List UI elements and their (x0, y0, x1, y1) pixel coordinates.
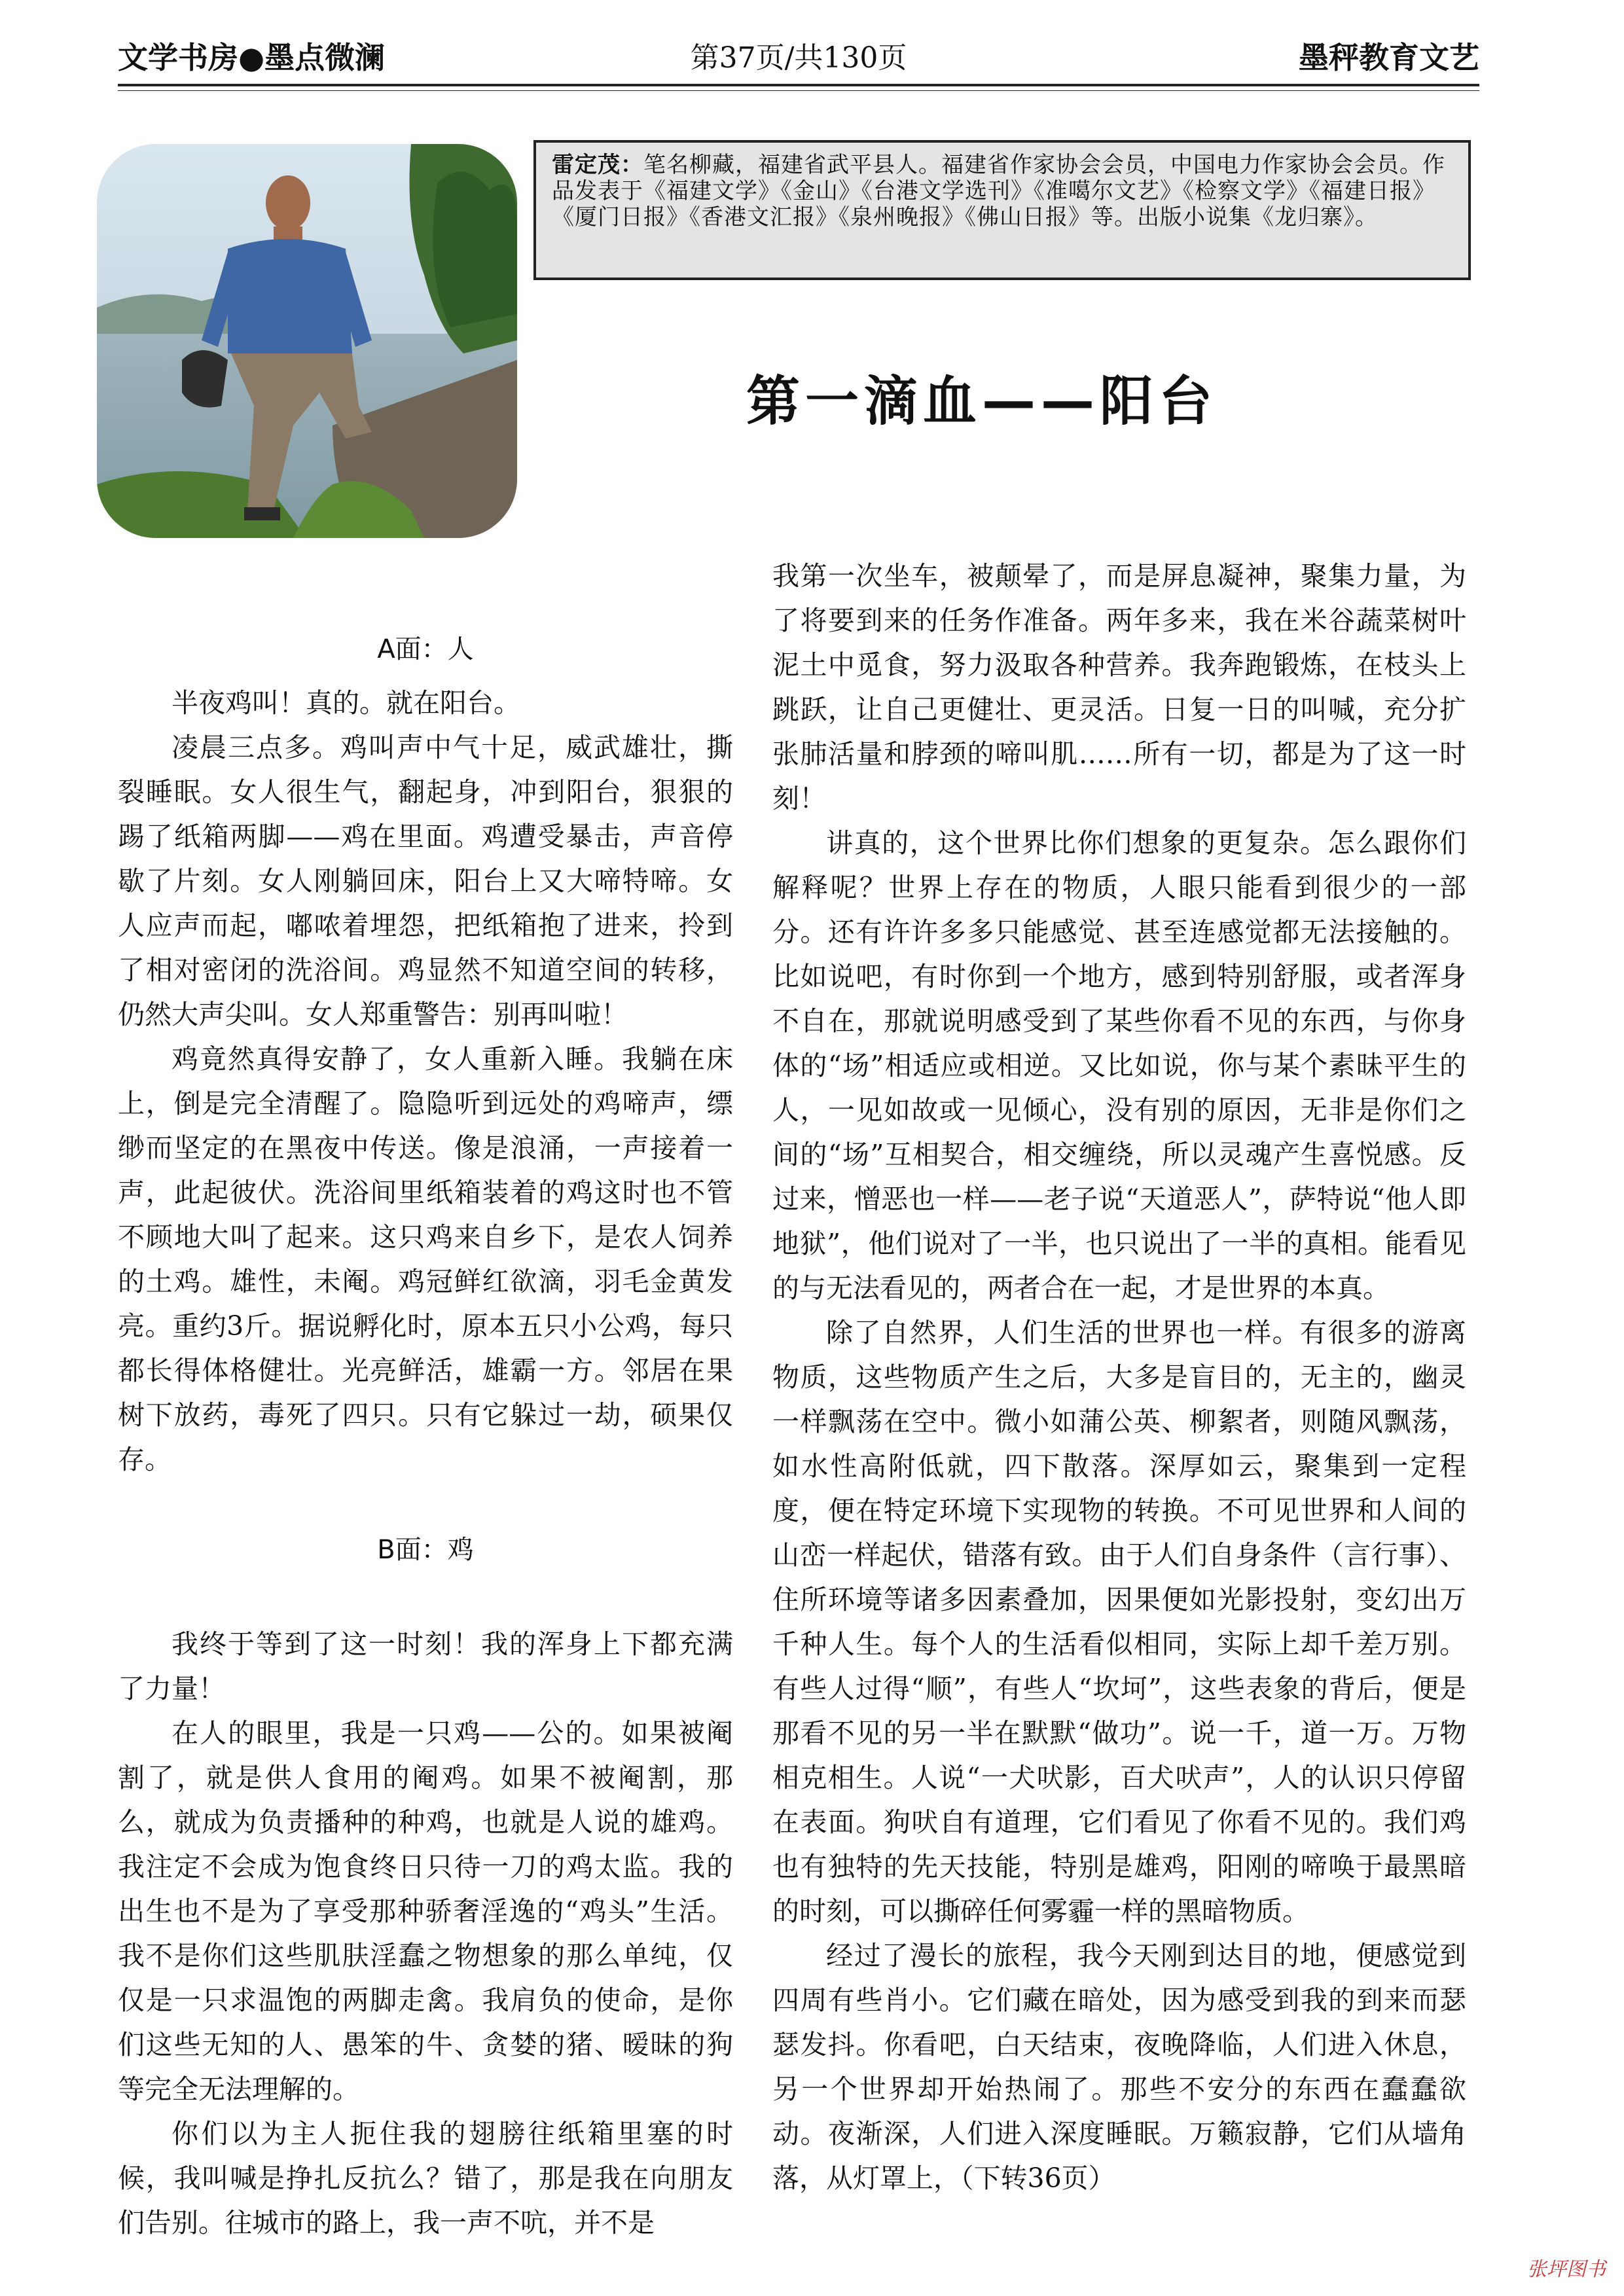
section-b-continued (772, 554, 1466, 2200)
paragraph: 除了自然界，人们生活的世界也一样。有很多的游离物质，这些物质产生之后，大多是盲目的，无主的，幽灵一样飘荡在空中。微小如蒲公英、柳絮者，则随风飘荡，如水性高附低就，四下散落。深厚如云，聚集到一定程度，便在特定环境下实现物的转换。不可见世界和人间的山峦一样起伏，错落有致。由于人们自身条件（言行事）、住所环境等诸多因素叠加，因果便如光影投射，变幻出万千种人生。每个人的生活看似相同，实际上却千差万别。有些人过得“顺”，有些人“坎坷”，这些表象的背后，便是那看不见的另一半在默默“做功”。说一千，道一万。万物相克相生。人说“一犬吠影，百犬吠声”，人的认识只停留在表面。狗吠自有道理，它们看见了你看不见的。我们鸡也有独特的先天技能，特别是雄鸡，阳刚的啼唤于最黑暗的时刻，可以撕碎任何雾霾一样的黑暗物质。 (772, 1317, 1466, 1927)
author-photo (97, 144, 517, 538)
publication-name: 墨秤教育文艺 (1299, 40, 1479, 75)
page-number: 第37页/共130页 (690, 41, 907, 75)
paragraph: 经过了漫长的旅程，我今天刚到达目的地，便感觉到四周有些肖小。它们藏在暗处，因为感受到我的到来而瑟瑟发抖。你看吧，白天结束，夜晚降临，人们进入休息，另一个世界却开始热闹了。那些不安分的东西在蠢蠢欲动。夜渐深，人们进入深度睡眠。万籁寂静，它们从墙角落，从灯罩上，（下转36页） (772, 1940, 1466, 2194)
article-title: 第一滴血——阳台 (746, 370, 1218, 433)
header-rule-thick (118, 84, 1479, 86)
page-header (118, 26, 1479, 98)
author-bio-text: 笔名柳藏，福建省武平县人。福建省作家协会会员，中国电力作家协会会员。作品发表于《福建文学》《金山》《台港文学选刊》《准噶尔文艺》《检察文学》《福建日报》《厦门日报》《香港文汇报》《泉州晚报》《佛山日报》等。出版小说集《龙归寨》。 (552, 152, 1445, 230)
header-rule-thin (118, 90, 1479, 91)
paragraph: 半夜鸡叫！真的。就在阳台。 (171, 687, 520, 719)
publisher-seal: 张坪图书 (1527, 2258, 1606, 2281)
paragraph: 我第一次坐车，被颠晕了，而是屏息凝神，聚集力量，为了将要到来的任务作准备。两年多来，我在米谷蔬菜树叶泥土中觅食，努力汲取各种营养。我奔跑锻炼，在枝头上跳跃，让自己更健壮、更灵活。日复一日的叫喊，充分扩张肺活量和脖颈的啼叫肌……所有一切，都是为了这一时刻！ (772, 560, 1466, 814)
section-a-heading: A面：人 (377, 634, 474, 664)
paragraph: 凌晨三点多。鸡叫声中气十足，威武雄壮，撕裂睡眠。女人很生气，翻起身，冲到阳台，狠狠的踢了纸箱两脚——鸡在里面。鸡遭受暴击，声音停歇了片刻。女人刚躺回床，阳台上又大啼特啼。女人应声而起，嘟哝着埋怨，把纸箱抱了进来，拎到了相对密闭的洗浴间。鸡显然不知道空间的转移，仍然大声尖叫。女人郑重警告：别再叫啦！ (118, 732, 733, 1030)
section-a-body (118, 681, 733, 1482)
column-name: 文学书房●墨点微澜 (118, 40, 386, 75)
paragraph: 在人的眼里，我是一只鸡——公的。如果被阉割了，就是供人食用的阉鸡。如果不被阉割，那么，就成为负责播种的种鸡，也就是人说的雄鸡。我注定不会成为饱食终日只待一刀的鸡太监。我的出生也不是为了享受那种骄奢淫逸的“鸡头”生活。我不是你们这些肌肤淫蠢之物想象的那么单纯，仅仅是一只求温饱的两脚走禽。我肩负的使命，是你们这些无知的人、愚笨的牛、贪婪的猪、暧昧的狗等完全无法理解的。 (118, 1717, 733, 2105)
section-b-heading: B面：鸡 (377, 1535, 474, 1565)
section-b-body (118, 1622, 733, 2245)
author-photo-illustration (97, 144, 517, 538)
paragraph: 鸡竟然真得安静了，女人重新入睡。我躺在床上，倒是完全清醒了。隐隐听到远处的鸡啼声，缥缈而坚定的在黑夜中传送。像是浪涌，一声接着一声，此起彼伏。洗浴间里纸箱装着的鸡这时也不管不顾地大叫了起来。这只鸡来自乡下，是农人饲养的土鸡。雄性，未阉。鸡冠鲜红欲滴，羽毛金黄发亮。重约3斤。据说孵化时，原本五只小公鸡，每只都长得体格健壮。光亮鲜活，雄霸一方。邻居在果树下放药，毒死了四只。只有它躲过一劫，硕果仅存。 (118, 1043, 733, 1475)
author-bio-box (533, 140, 1471, 280)
paragraph: 我终于等到了这一时刻！我的浑身上下都充满了力量！ (118, 1628, 733, 1704)
paragraph: 你们以为主人扼住我的翅膀往纸箱里塞的时候，我叫喊是挣扎反抗么？错了，那是我在向朋友们告别。往城市的路上，我一声不吭，并不是 (118, 2118, 733, 2238)
author-name: 雷定茂： (552, 152, 643, 178)
paragraph: 讲真的，这个世界比你们想象的更复杂。怎么跟你们解释呢？世界上存在的物质，人眼只能看到很少的一部分。还有许许多多只能感觉、甚至连感觉都无法接触的。比如说吧，有时你到一个地方，感到特别舒服，或者浑身不自在，那就说明感受到了某些你看不见的东西，与你身体的“场”相适应或相逆。又比如说，你与某个素昧平生的人，一见如故或一见倾心，没有别的原因，无非是你们之间的“场”互相契合，相交缠绕，所以灵魂产生喜悦感。反过来，憎恶也一样——老子说“天道恶人”，萨特说“他人即地狱”，他们说对了一半，也只说出了一半的真相。能看见的与无法看见的，两者合在一起，才是世界的本真。 (772, 827, 1466, 1304)
